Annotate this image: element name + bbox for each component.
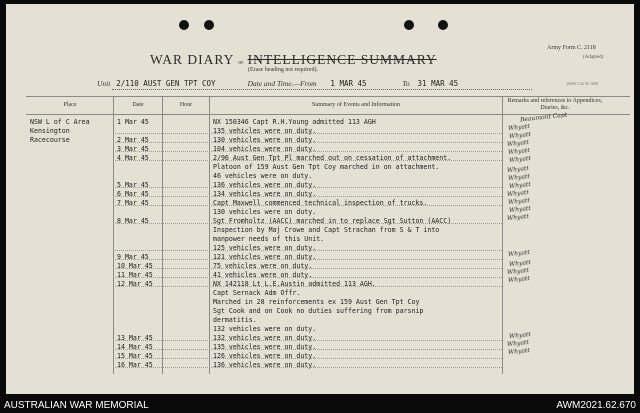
- summary-line: 46 vehicles were on duty.: [213, 172, 313, 180]
- binder-hole: [204, 20, 214, 30]
- date-cell: 3 Mar 45: [117, 145, 149, 153]
- column-divider: [162, 96, 163, 374]
- remark-signature: Whyatt: [508, 154, 532, 165]
- date-cell: 5 Mar 45: [117, 181, 149, 189]
- remark-signature: Whyatt: [506, 266, 530, 277]
- summary-line: Sgt Fromholtz (AACC) marched in to replace Sgt Sutton (AACC): [213, 217, 452, 225]
- summary-line: 135 vehicles were on duty.: [213, 127, 317, 135]
- summary-line: 41 vehicles were on duty.: [213, 271, 313, 279]
- summary-line: 136 vehicles were on duty.: [213, 181, 317, 189]
- remark-signature: Beaumont Capt: [519, 111, 568, 124]
- place-line: Racecourse: [30, 136, 70, 144]
- date-cell: 4 Mar 45: [117, 154, 149, 162]
- binder-hole: [438, 20, 448, 30]
- date-cell: 8 Mar 45: [117, 217, 149, 225]
- date-cell: 11 Mar 45: [117, 271, 153, 279]
- remark-signature: Whyatt: [507, 346, 531, 357]
- remark-signature: Whyatt: [508, 330, 532, 341]
- form-code: 20496 5.42 90 1000: [566, 81, 598, 86]
- date-cell: 15 Mar 45: [117, 352, 153, 360]
- summary-line: 126 vehicles were on duty.: [213, 352, 317, 360]
- place-line: Kensington: [30, 127, 70, 135]
- summary-line: NX 142118 Lt L.E.Austin admitted 113 AGH.: [213, 280, 376, 288]
- title-or: or: [238, 60, 244, 66]
- column-header-hour: Hour: [179, 102, 193, 108]
- title-intelligence-summary: INTELLIGENCE SUMMARY: [247, 52, 437, 67]
- date-cell: 12 Mar 45: [117, 280, 153, 288]
- unit-label: Unit: [97, 79, 111, 88]
- erase-note: (Erase heading not required).: [248, 67, 318, 73]
- remark-signature: Whyatt: [508, 204, 532, 215]
- summary-line: 132 vehicles were on duty.: [213, 334, 317, 342]
- remark-signature: Whyatt: [507, 172, 531, 183]
- remark-signature: Whyatt: [508, 130, 532, 141]
- column-header-summary: Summary of Events and Information: [312, 102, 400, 108]
- remark-signature: Whyatt: [508, 180, 532, 191]
- summary-line: 2/96 Aust Gen Tpt Pl marched out on cessation of attachment.: [213, 154, 452, 162]
- date-cell: 2 Mar 45: [117, 136, 149, 144]
- remark-signature: Whyatt: [506, 138, 530, 149]
- summary-line: 75 vehicles were on duty.: [213, 262, 313, 270]
- summary-line: 135 vehicles were on duty.: [213, 343, 317, 351]
- column-header-place: Place: [63, 102, 77, 108]
- date-cell: 9 Mar 45: [117, 253, 149, 261]
- remark-signature: Whyatt: [507, 146, 531, 157]
- date-cell: 16 Mar 45: [117, 361, 153, 369]
- summary-line: 130 vehicles were on duty.: [213, 136, 317, 144]
- table-top-rule: [26, 96, 630, 97]
- date-label: Date and Time.—From: [247, 79, 317, 88]
- column-divider: [113, 96, 114, 374]
- date-cell: 6 Mar 45: [117, 190, 149, 198]
- summary-line: 132 vehicles were on duty.: [213, 325, 317, 333]
- summary-line: manpower needs of this Unit.: [213, 235, 325, 243]
- unit-underline: [112, 89, 532, 90]
- date-cell: 14 Mar 45: [117, 343, 153, 351]
- unit-line: [97, 79, 458, 88]
- binder-hole: [404, 20, 414, 30]
- from-value: 1 MAR 45: [330, 79, 367, 88]
- remark-signature: Whyatt: [507, 122, 531, 133]
- summary-line: 130 vehicles were on duty.: [213, 208, 317, 216]
- date-cell: 10 Mar 45: [117, 262, 153, 270]
- summary-line: Marched in 28 reinforcements ex 159 Aust Gen Tpt Coy: [213, 298, 420, 306]
- remark-signature: Whyatt: [506, 212, 530, 223]
- summary-line: 134 vehicles were on duty.: [213, 190, 317, 198]
- army-form-label: Army Form C. 2118: [547, 45, 596, 51]
- remark-signature: Whyatt: [507, 274, 531, 285]
- to-label: To: [402, 79, 410, 88]
- summary-line: Platoon of 159 Aust Gen Tpt Coy marched in on attachment.: [213, 163, 440, 171]
- title-war-diary: WAR DIARY: [150, 52, 234, 67]
- caption-left: AUSTRALIAN WAR MEMORIAL: [4, 400, 149, 411]
- summary-line: Inspection by Maj Crowe and Capt Strachan from S & T into: [213, 226, 440, 234]
- summary-line: 125 vehicles were on duty.: [213, 244, 317, 252]
- remark-signature: Whyatt: [506, 338, 530, 349]
- binder-hole: [179, 20, 189, 30]
- date-cell: 1 Mar 45: [117, 118, 149, 126]
- summary-line: dermatitis.: [213, 316, 257, 324]
- summary-line: NX 150346 Capt R.H.Young admitted 113 AGH: [213, 118, 376, 126]
- remark-signature: Whyatt: [507, 248, 531, 259]
- page-title: [150, 52, 437, 68]
- caption-right: AWM2021.62.670: [556, 400, 636, 411]
- column-divider: [502, 96, 503, 374]
- place-line: NSW L of C Area: [30, 118, 90, 126]
- remark-signature: Whyatt: [506, 164, 530, 175]
- summary-line: 136 vehicles were on duty.: [213, 361, 317, 369]
- summary-line: 121 vehicles were on duty.: [213, 253, 317, 261]
- remark-signature: Whyatt: [508, 258, 532, 269]
- column-divider: [209, 96, 210, 374]
- column-header-date: Date: [132, 102, 144, 108]
- summary-line: Capt Sernack Adm Offr.: [213, 289, 301, 297]
- to-value: 31 MAR 45: [417, 79, 459, 88]
- date-cell: 7 Mar 45: [117, 199, 149, 207]
- summary-line: Sgt Cook and on Cook no duties suffering from parsnip: [213, 307, 424, 315]
- remark-signature: Whyatt: [507, 196, 531, 207]
- summary-line: Capt Maxwell commenced technical inspection of trucks.: [213, 199, 428, 207]
- summary-line: 104 vehicles were on duty.: [213, 145, 317, 153]
- unit-value: 2/110 AUST GEN TPT COY: [116, 79, 216, 88]
- date-cell: 13 Mar 45: [117, 334, 153, 342]
- column-header-remarks: Remarks and references to Appendices, Diaries, &c.: [507, 98, 603, 111]
- army-form-note: (Adapted): [583, 55, 604, 60]
- remark-signature: Whyatt: [506, 188, 530, 199]
